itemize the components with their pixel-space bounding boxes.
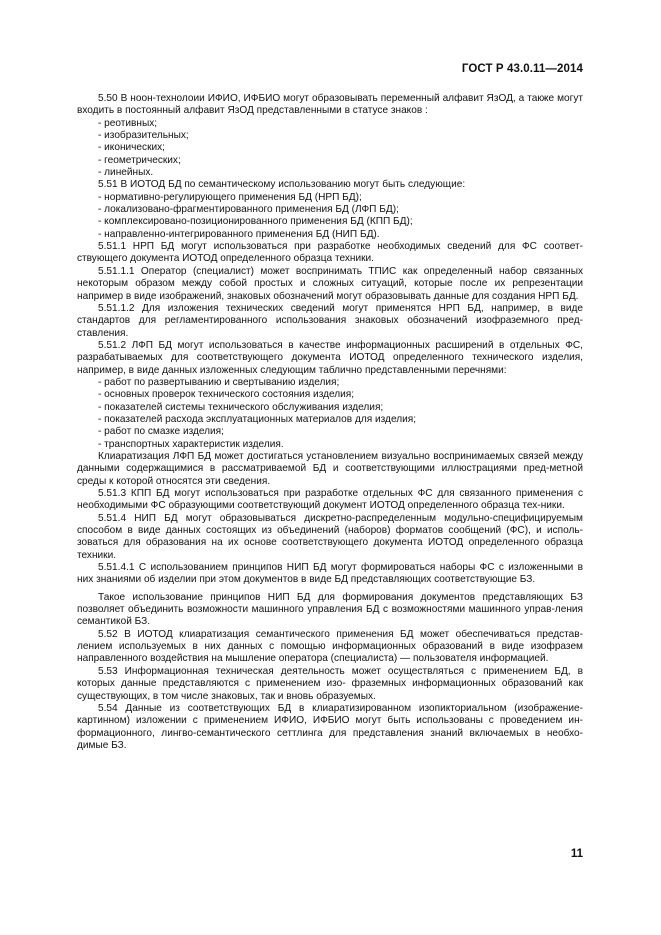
paragraph-5-54: 5.54 Данные из соответствующих БД в клиаратизированном изопикториальном (изображение-картинном) изложении с применением ИФИО, ИФБИО могут быть использованы с проведением ин-формационного, лингво-семантического сеттлинга для представления знаний включаемых в необхо-димые БЗ. [77,702,583,751]
paragraph-nip-usage: Такое использование принципов НИП БД для формирования документов представляющих БЗ позволяет объединить возможности машинного управления БД с возможностями машинного управ-ления семантикой БЗ. [77,591,583,628]
paragraph-5-51-1-1: 5.51.1.1 Оператор (специалист) может воспринимать ТПИС как определенный набор связанных некоторым образом между собой простых и сложных ситуаций, которые после их репрезентации например в виде изображений, знаковых обозначений могут образовывать данные для создания НРП БД. [77,265,583,302]
list-item: - работ по развертыванию и свертыванию изделия; [98,376,340,388]
list-item: - линейных. [98,167,154,179]
list-item: - комплексировано-позиционированного применения БД (КПП БД); [98,216,413,228]
list-item: - работ по смазке изделия; [98,426,224,438]
list-item: - изобразительных; [98,130,189,142]
paragraph-5-51-2: 5.51.2 ЛФП БД могут использоваться в качестве информационных расширений в отдельных ФС, разрабатываемых для соответствующего документа ИОТОД определенного технического изделия, например, в виде данных изложенных следующим таблично представленными перечнями: [77,339,583,376]
paragraph-klaritization: Клиаратизация ЛФП БД может достигаться установлением визуально воспринимаемых связей между данными содержащимися в рассматриваемой БД и соответствующими иллюстрациями пред-метной среды к которой относятся эти сведения. [77,450,583,487]
list-item: - показателей системы технического обслуживания изделия; [98,401,384,413]
paragraph-5-53: 5.53 Информационная техническая деятельность может осуществляться с применением БД, в которых данные представляются с применением изо- фраземных информационных образований как существующих, в том числе знаковых, так и вновь образуемых. [77,665,583,702]
paragraph-5-52: 5.52 В ИОТОД клиаратизация семантического применения БД может обеспечиваться представ-лением используемых в них данных с помощью информационных образований в виде изофразем направленного воздействия на мышление оператора (специалиста) — пользователя информацией. [77,628,583,665]
list-item: - геометрических; [98,154,181,166]
list-item: - реотивных; [98,117,158,129]
document-body [77,93,583,752]
list-item: - направленно-интегрированного применения БД (НИП БД). [98,228,380,240]
list-item: - иконических; [98,142,165,154]
paragraph-5-51-1: 5.51.1 НРП БД могут использоваться при разработке необходимых сведений для ФС соответ-ствующего документа ИОТОД определенного образца техники. [77,241,583,265]
page-number: 11 [570,848,583,860]
list-item: - показателей расхода эксплуатационных материалов для изделия; [98,413,417,425]
list-item: - основных проверок технического состояния изделия; [98,389,355,401]
paragraph-5-51-4: 5.51.4 НИП БД могут образовываться дискретно-распределенным модульно-специфицируемым способом в виде данных состоящих из объединений (наборов) форматов сообщений (ФС), и исполь-зоваться для образования на их основе соответствующего документа ИОТОД определенного образца техники. [77,512,583,561]
list-item: - нормативно-регулирующего применения БД (НРП БД); [98,191,362,203]
paragraph-5-50: 5.50 В ноон-технолоии ИФИО, ИФБИО могут образовывать переменный алфавит ЯзОД, а также могут входить в постоянный алфавит ЯзОД представленными в статусе знаков : [77,93,583,117]
list-item: - транспортных характеристик изделия. [98,438,284,450]
paragraph-5-51: 5.51 В ИОТОД БД по семантическому использованию могут быть следующие: [98,179,466,191]
paragraph-5-51-3: 5.51.3 КПП БД могут использоваться при разработке отдельных ФС для связанного применения с необходимыми ФС образующими соответствующий документ ИОТОД определенного образца тех-ники. [77,488,583,512]
paragraph-5-51-1-2: 5.51.1.2 Для изложения технических сведений могут применятся НРП БД, например, в виде стандартов для регламентированного использования знаковых обозначений изофраземного пред-ставления. [77,302,583,339]
list-item: - локализовано-фрагментированного применения БД (ЛФП БД); [98,204,399,216]
paragraph-5-51-4-1: 5.51.4.1 С использованием принципов НИП БД могут формироваться наборы ФС с изложенными в них знаниями об изделии при этом документов в виде БД представляющих соответствующие БЗ. [77,562,583,586]
document-header: ГОСТ Р 43.0.11—2014 [461,63,583,75]
